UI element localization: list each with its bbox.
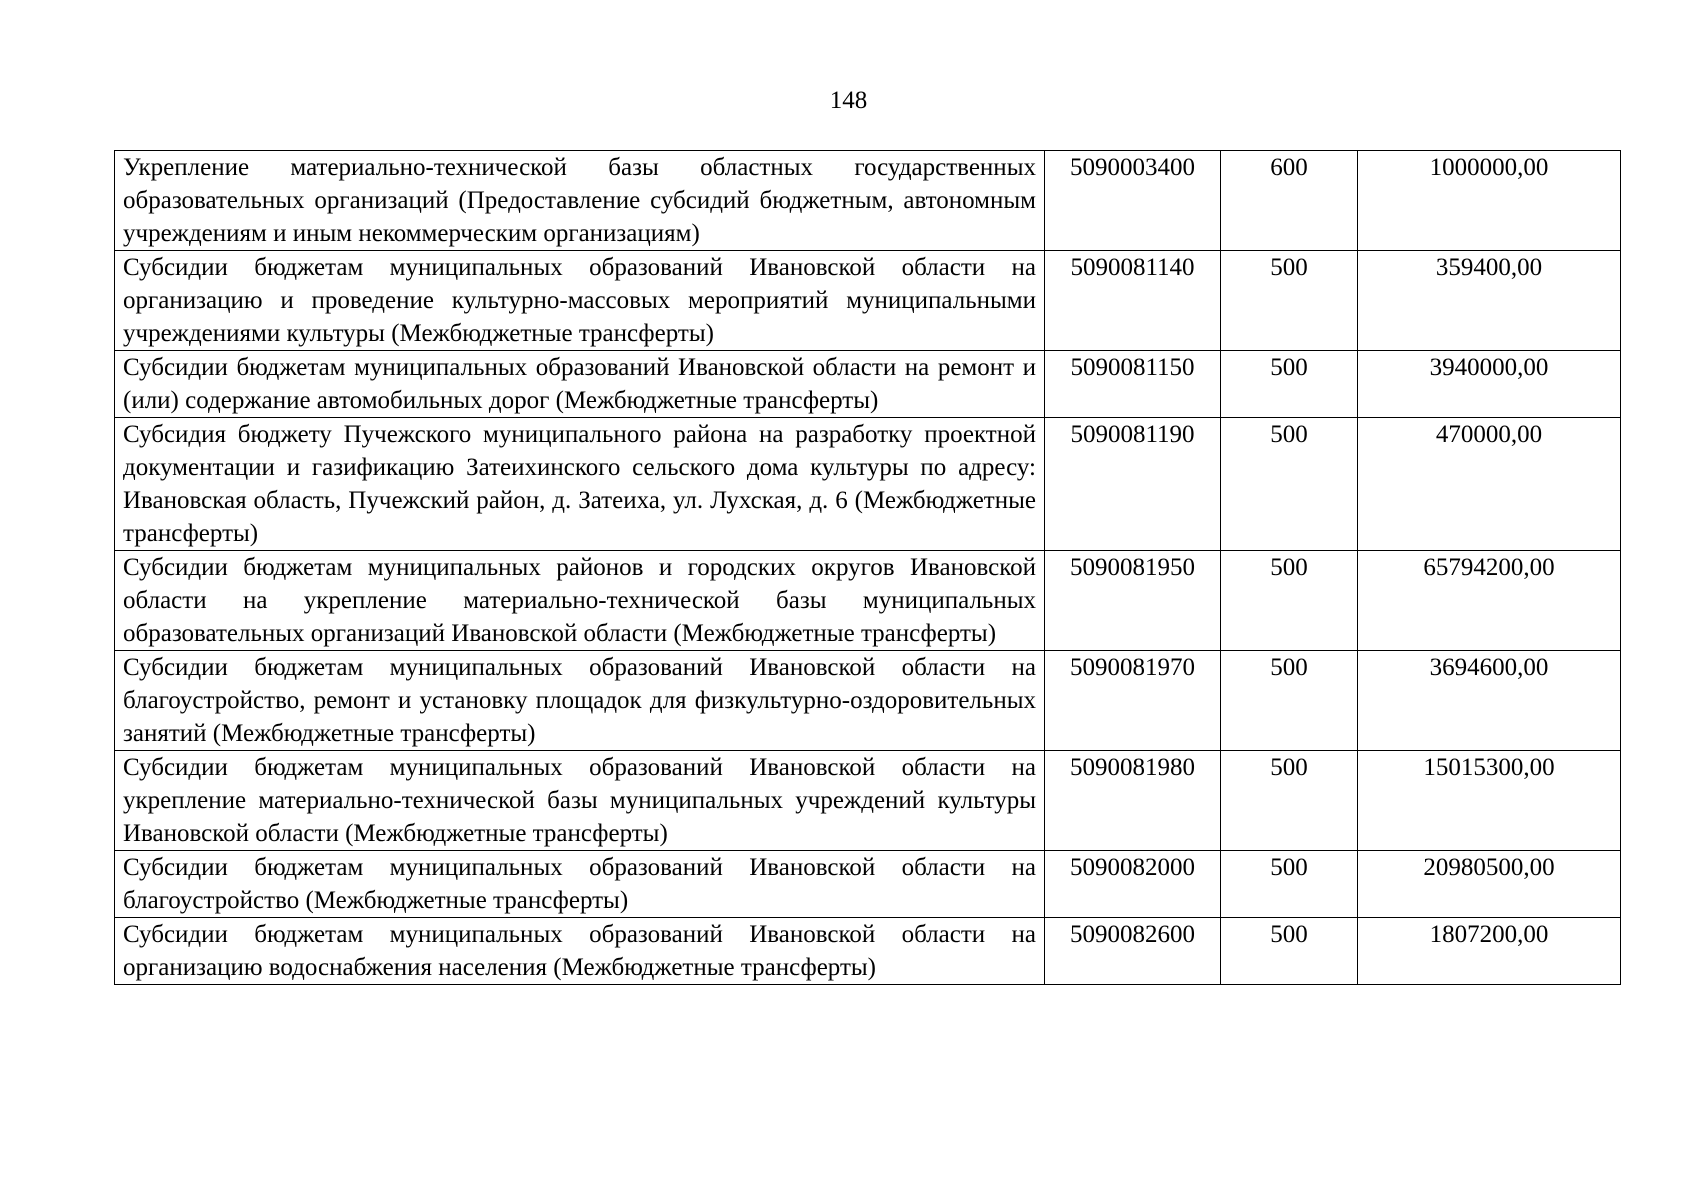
budget-table-body (115, 151, 1621, 985)
row-expense-type: 500 (1221, 918, 1358, 985)
row-code: 5090081150 (1045, 351, 1221, 418)
table-row (115, 651, 1621, 751)
page-number: 148 (829, 87, 868, 114)
budget-table (114, 150, 1621, 985)
table-row (115, 918, 1621, 985)
row-amount: 15015300,00 (1358, 751, 1621, 851)
row-expense-type: 500 (1221, 751, 1358, 851)
row-description: Субсидии бюджетам муниципальных районов и городских округов Ивановской области на укрепление материально-технической базы муниципальных образовательных организаций Ивановской области (Межбюджетные трансферты) (115, 551, 1045, 651)
row-description: Субсидии бюджетам муниципальных образований Ивановской области на благоустройство, ремонт и установку площадок для физкультурно-оздоровительных занятий (Межбюджетные трансферты) (115, 651, 1045, 751)
row-expense-type: 500 (1221, 551, 1358, 651)
row-code: 5090082600 (1045, 918, 1221, 985)
row-description: Субсидии бюджетам муниципальных образований Ивановской области на укрепление материально-технической базы муниципальных учреждений культуры Ивановской области (Межбюджетные трансферты) (115, 751, 1045, 851)
table-row (115, 351, 1621, 418)
row-description: Субсидии бюджетам муниципальных образований Ивановской области на ремонт и (или) содержание автомобильных дорог (Межбюджетные трансферты) (115, 351, 1045, 418)
row-code: 5090081980 (1045, 751, 1221, 851)
row-amount: 3940000,00 (1358, 351, 1621, 418)
row-amount: 20980500,00 (1358, 851, 1621, 918)
row-code: 5090003400 (1045, 151, 1221, 251)
table-row (115, 418, 1621, 551)
row-expense-type: 500 (1221, 251, 1358, 351)
row-amount: 65794200,00 (1358, 551, 1621, 651)
table-row (115, 251, 1621, 351)
row-code: 5090081140 (1045, 251, 1221, 351)
row-expense-type: 600 (1221, 151, 1358, 251)
row-description: Субсидия бюджету Пучежского муниципального района на разработку проектной документации и газификацию Затеихинского сельского дома культуры по адресу: Ивановская область, Пучежский район, д. Затеиха, ул. Лухская, д. 6 (Межбюджетные трансферты) (115, 418, 1045, 551)
row-description: Субсидии бюджетам муниципальных образований Ивановской области на благоустройство (Межбюджетные трансферты) (115, 851, 1045, 918)
row-expense-type: 500 (1221, 651, 1358, 751)
row-amount: 3694600,00 (1358, 651, 1621, 751)
row-code: 5090081950 (1045, 551, 1221, 651)
row-expense-type: 500 (1221, 351, 1358, 418)
row-expense-type: 500 (1221, 418, 1358, 551)
row-code: 5090081970 (1045, 651, 1221, 751)
row-expense-type: 500 (1221, 851, 1358, 918)
table-row (115, 751, 1621, 851)
table-row (115, 151, 1621, 251)
row-description: Субсидии бюджетам муниципальных образований Ивановской области на организацию водоснабжения населения (Межбюджетные трансферты) (115, 918, 1045, 985)
row-code: 5090082000 (1045, 851, 1221, 918)
row-description: Укрепление материально-технической базы областных государственных образовательных организаций (Предоставление субсидий бюджетным, автономным учреждениям и иным некоммерческим организациям) (115, 151, 1045, 251)
row-amount: 470000,00 (1358, 418, 1621, 551)
row-amount: 1807200,00 (1358, 918, 1621, 985)
table-row (115, 551, 1621, 651)
row-code: 5090081190 (1045, 418, 1221, 551)
row-amount: 359400,00 (1358, 251, 1621, 351)
row-amount: 1000000,00 (1358, 151, 1621, 251)
row-description: Субсидии бюджетам муниципальных образований Ивановской области на организацию и проведение культурно-массовых мероприятий муниципальными учреждениями культуры (Межбюджетные трансферты) (115, 251, 1045, 351)
table-row (115, 851, 1621, 918)
